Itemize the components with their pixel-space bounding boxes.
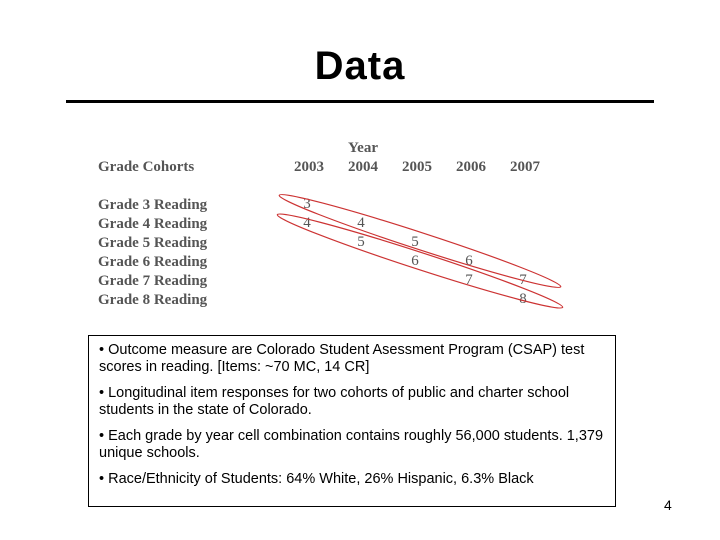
row-header: Grade Cohorts bbox=[98, 159, 195, 175]
bullet-box bbox=[88, 335, 616, 507]
year-header-2007: 2007 bbox=[510, 159, 540, 175]
year-label: Year bbox=[348, 140, 378, 156]
cell-grade3-2003: 3 bbox=[303, 196, 311, 212]
row-label-grade-6: Grade 6 Reading bbox=[98, 254, 208, 270]
row-label-grade-4: Grade 4 Reading bbox=[98, 216, 208, 232]
row-label-grade-3: Grade 3 Reading bbox=[98, 197, 208, 213]
row-label-grade-5: Grade 5 Reading bbox=[98, 235, 208, 251]
cell-grade8-2007: 8 bbox=[519, 291, 527, 307]
cell-grade5-2004: 5 bbox=[357, 234, 365, 250]
cohort-2-oval bbox=[275, 207, 566, 316]
cell-grade7-2006: 7 bbox=[465, 272, 473, 288]
bullet-outcome-measure: • Outcome measure are Colorado Student Asessment Program (CSAP) test scores in reading. [Items: ~70 MC, 14 CR] bbox=[99, 342, 585, 375]
cell-grade4-2003: 4 bbox=[303, 215, 311, 231]
cohort-1-oval bbox=[277, 187, 564, 295]
cell-grade6-2005: 6 bbox=[411, 253, 419, 269]
row-label-grade-7: Grade 7 Reading bbox=[98, 273, 208, 289]
bullet-cell-counts: • Each grade by year cell combination contains roughly 56,000 students. 1,379 unique schools. bbox=[99, 428, 604, 461]
cell-grade6-2006: 6 bbox=[465, 253, 473, 269]
slide-title: Data bbox=[314, 44, 406, 88]
year-header-2003: 2003 bbox=[294, 159, 324, 175]
row-label-grade-8: Grade 8 Reading bbox=[98, 292, 208, 308]
cell-grade7-2007: 7 bbox=[519, 272, 527, 288]
year-header-2006: 2006 bbox=[456, 159, 486, 175]
year-header-2005: 2005 bbox=[402, 159, 432, 175]
bullet-race-ethnicity: • Race/Ethnicity of Students: 64% White, 26% Hispanic, 6.3% Black bbox=[99, 471, 534, 487]
cell-grade5-2005: 5 bbox=[411, 234, 419, 250]
page-number: 4 bbox=[664, 497, 672, 513]
bullet-longitudinal: • Longitudinal item responses for two cohorts of public and charter school students in the state of Colorado. bbox=[99, 385, 570, 418]
cell-grade4-2004: 4 bbox=[357, 215, 365, 231]
year-header-2004: 2004 bbox=[348, 159, 378, 175]
